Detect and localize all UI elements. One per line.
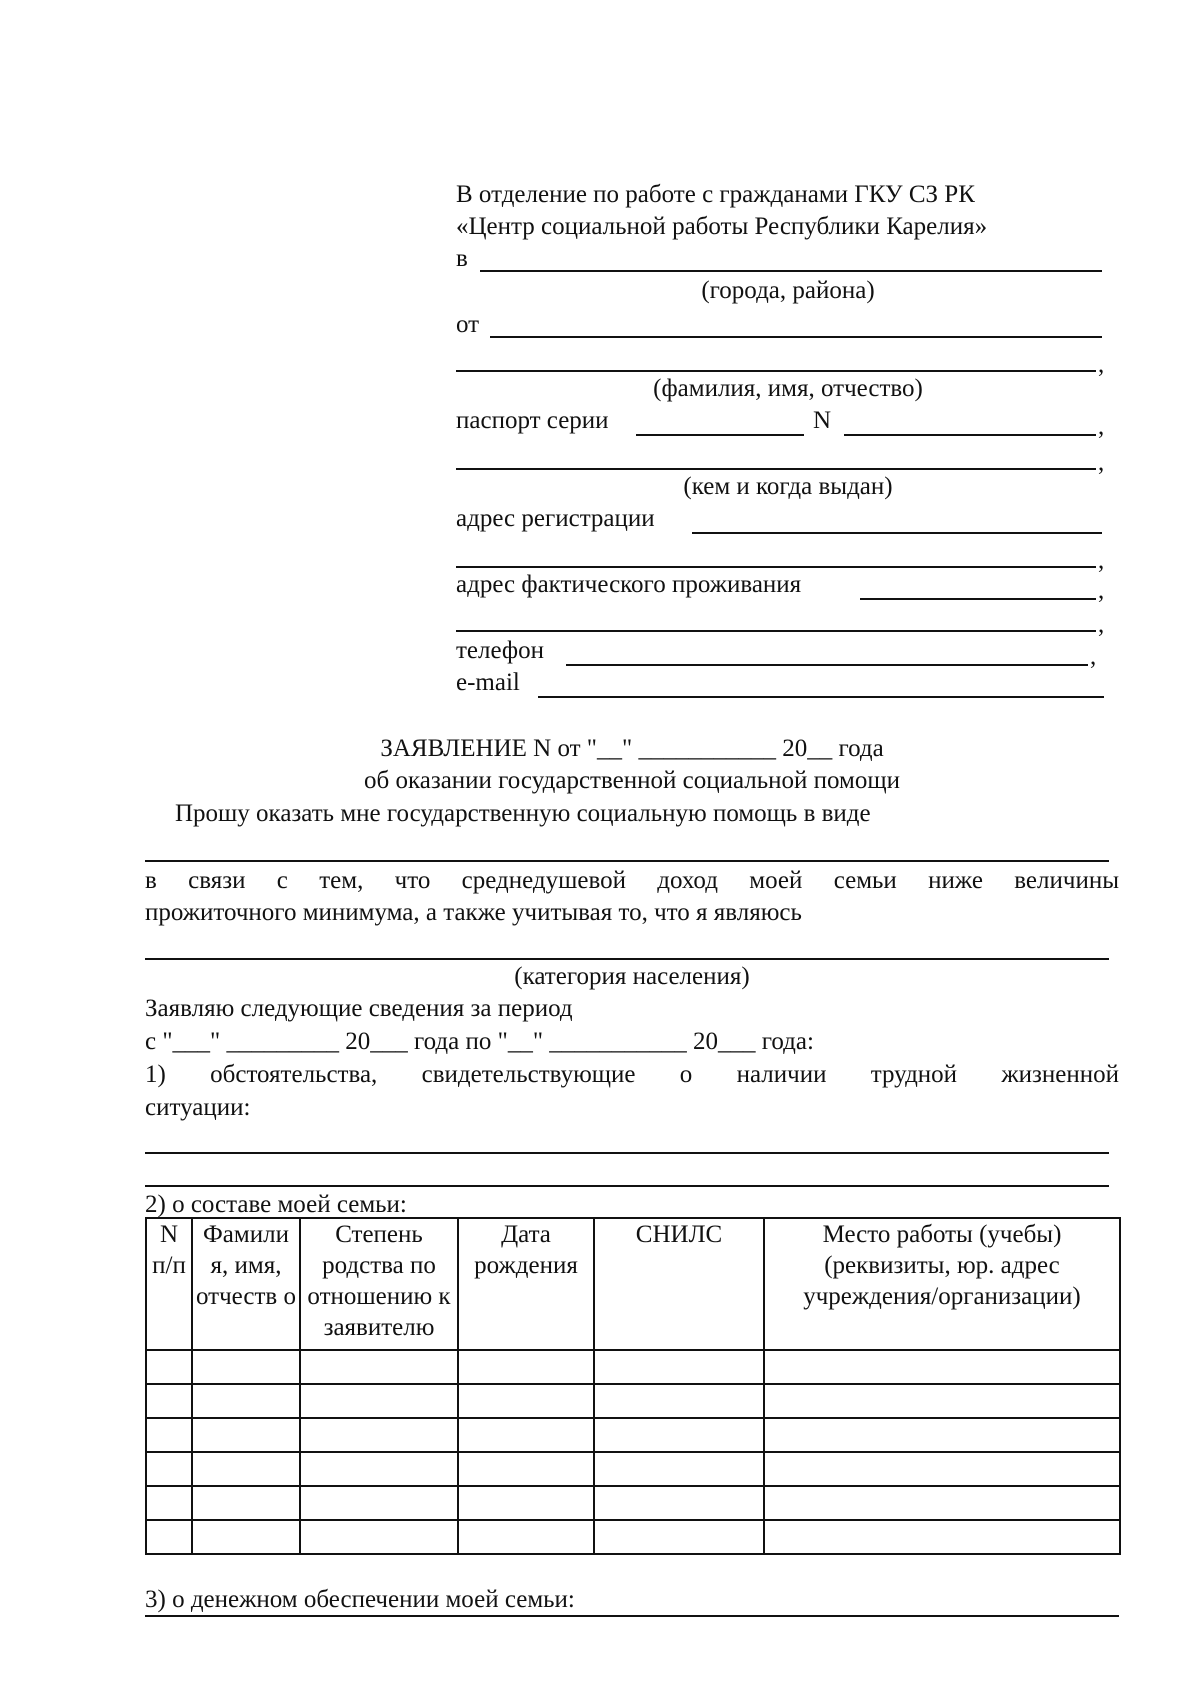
table-row — [146, 1418, 1120, 1452]
request-text: Прошу оказать мне государственную социальную помощь в виде — [175, 800, 871, 827]
passport-series-field[interactable] — [636, 434, 804, 436]
reason-line-2: прожиточного минимума, а также учитывая то, что я являюсь — [145, 899, 802, 926]
table-cell[interactable] — [764, 1350, 1120, 1384]
table-cell[interactable] — [146, 1350, 192, 1384]
city-caption: (города, района) — [701, 277, 875, 304]
table-row — [146, 1384, 1120, 1418]
from-label: от — [456, 311, 480, 338]
comma: , — [1098, 577, 1105, 604]
table-cell[interactable] — [594, 1452, 764, 1486]
city-label: в — [456, 245, 468, 272]
reg-address-field-2[interactable] — [456, 566, 1096, 568]
money-field[interactable] — [145, 1615, 1119, 1617]
table-cell[interactable] — [764, 1384, 1120, 1418]
fact-address-field-2[interactable] — [456, 630, 1096, 632]
fact-address-label: адрес фактического проживания — [456, 571, 802, 598]
table-cell[interactable] — [192, 1350, 300, 1384]
fio-field-1[interactable] — [490, 336, 1102, 338]
comma: , — [1098, 449, 1105, 476]
table-cell[interactable] — [192, 1452, 300, 1486]
situation-field-1[interactable] — [145, 1152, 1109, 1154]
reg-address-field-1[interactable] — [692, 532, 1102, 534]
table-cell[interactable] — [458, 1486, 594, 1520]
table-cell[interactable] — [594, 1486, 764, 1520]
table-cell[interactable] — [458, 1418, 594, 1452]
table-cell[interactable] — [146, 1452, 192, 1486]
table-cell[interactable] — [192, 1520, 300, 1554]
item2-heading: 2) о составе моей семьи: — [145, 1191, 407, 1218]
header-cell-number: N п/п — [146, 1218, 192, 1350]
passport-number-label: N — [813, 407, 832, 434]
table-cell[interactable] — [594, 1418, 764, 1452]
table-row — [146, 1520, 1120, 1554]
category-field[interactable] — [145, 958, 1109, 960]
comma: , — [1098, 351, 1105, 378]
item1-line-1: 1) обстоятельства, свидетельствующие о наличии трудной жизненной — [145, 1061, 1119, 1088]
situation-field-2[interactable] — [145, 1185, 1109, 1187]
header-cell-fio: Фамили я, имя, отчеств о — [192, 1218, 300, 1350]
passport-number-field[interactable] — [844, 434, 1096, 436]
comma: , — [1098, 413, 1105, 440]
fio-field-2[interactable] — [456, 370, 1096, 372]
item1-line-2: ситуации: — [145, 1094, 251, 1121]
email-field[interactable] — [538, 696, 1104, 698]
period-dates: с "___" _________ 20___ года по "__" ___________ 20___ года: — [145, 1028, 814, 1055]
item3-heading: 3) о денежном обеспечении моей семьи: — [145, 1586, 575, 1613]
table-cell[interactable] — [146, 1486, 192, 1520]
header-cell-snils: СНИЛС — [594, 1218, 764, 1350]
issued-caption: (кем и когда выдан) — [683, 473, 893, 500]
table-cell[interactable] — [458, 1350, 594, 1384]
passport-series-label: паспорт серии — [456, 407, 609, 434]
table-cell[interactable] — [594, 1520, 764, 1554]
table-cell[interactable] — [764, 1520, 1120, 1554]
city-field[interactable] — [480, 270, 1102, 272]
comma: , — [1098, 547, 1105, 574]
comma: , — [1090, 643, 1097, 670]
table-row — [146, 1452, 1120, 1486]
category-caption: (категория населения) — [514, 963, 750, 990]
table-cell[interactable] — [458, 1452, 594, 1486]
aid-type-field[interactable] — [145, 860, 1109, 862]
table-cell[interactable] — [146, 1418, 192, 1452]
table-cell[interactable] — [300, 1418, 458, 1452]
table-cell[interactable] — [300, 1486, 458, 1520]
table-cell[interactable] — [192, 1418, 300, 1452]
table-cell[interactable] — [300, 1520, 458, 1554]
table-row — [146, 1350, 1120, 1384]
header-cell-relation: Степень родства по отношению к заявителю — [300, 1218, 458, 1350]
table-cell[interactable] — [594, 1384, 764, 1418]
table-cell[interactable] — [146, 1384, 192, 1418]
period-intro: Заявляю следующие сведения за период — [145, 995, 573, 1022]
phone-label: телефон — [456, 637, 544, 664]
family-table — [145, 1217, 1121, 1555]
statement-subtitle: об оказании государственной социальной помощи — [363, 767, 901, 794]
reason-line-1: в связи с тем, что среднедушевой доход моей семьи ниже величины — [145, 867, 1119, 894]
table-cell[interactable] — [146, 1520, 192, 1554]
email-label: e-mail — [456, 669, 520, 696]
table-cell[interactable] — [300, 1452, 458, 1486]
table-cell[interactable] — [594, 1350, 764, 1384]
table-cell[interactable] — [764, 1452, 1120, 1486]
table-row — [146, 1486, 1120, 1520]
passport-issued-field[interactable] — [456, 468, 1096, 470]
table-cell[interactable] — [458, 1384, 594, 1418]
table-cell[interactable] — [764, 1486, 1120, 1520]
table-cell[interactable] — [192, 1486, 300, 1520]
table-cell[interactable] — [458, 1520, 594, 1554]
phone-field[interactable] — [566, 664, 1088, 666]
fio-caption: (фамилия, имя, отчество) — [653, 375, 923, 402]
addressee-line-1: В отделение по работе с гражданами ГКУ СЗ РК — [456, 181, 975, 208]
comma: , — [1098, 611, 1105, 638]
header-cell-workplace: Место работы (учебы) (реквизиты, юр. адрес учреждения/организации) — [764, 1218, 1120, 1350]
statement-title: ЗАЯВЛЕНИЕ N от "__" ___________ 20__ года — [380, 735, 884, 762]
table-cell[interactable] — [300, 1350, 458, 1384]
reg-address-label: адрес регистрации — [456, 505, 655, 532]
header-cell-birthdate: Дата рождения — [458, 1218, 594, 1350]
table-header-row — [146, 1218, 1120, 1350]
table-cell[interactable] — [192, 1384, 300, 1418]
table-cell[interactable] — [300, 1384, 458, 1418]
table-cell[interactable] — [764, 1418, 1120, 1452]
addressee-line-2: «Центр социальной работы Республики Карелия» — [456, 213, 988, 240]
fact-address-field-1[interactable] — [860, 598, 1096, 600]
